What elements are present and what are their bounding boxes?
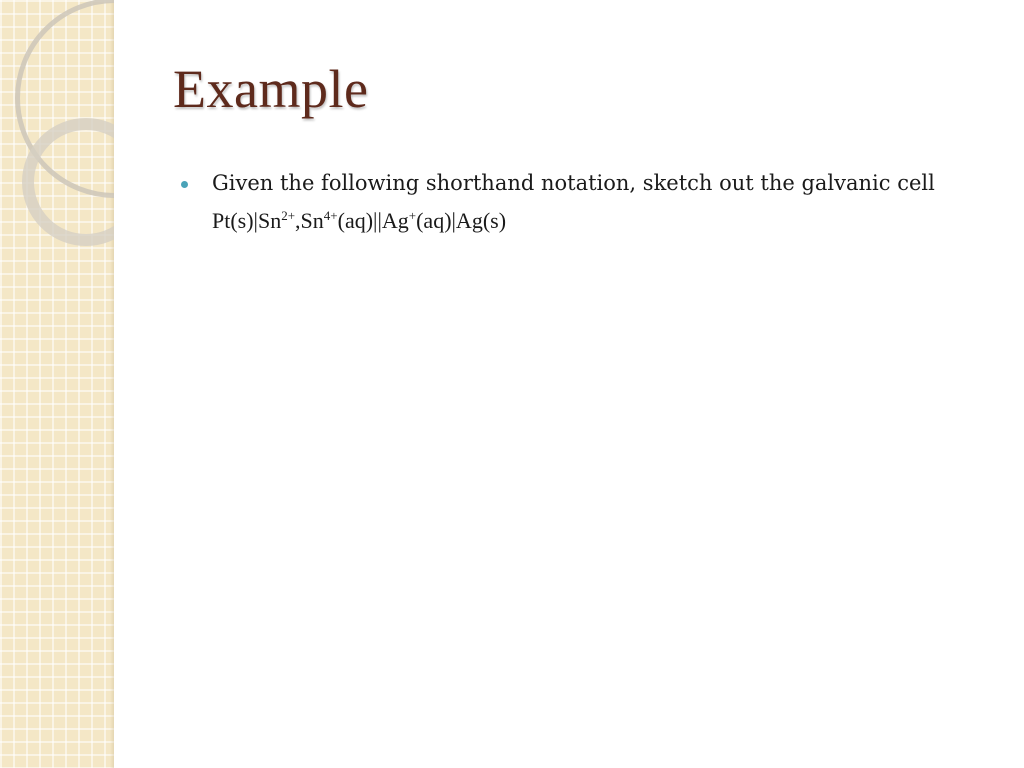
bullet-item — [180, 168, 940, 198]
formula-superscript-1: 2+ — [281, 208, 296, 223]
formula-part-4: (aq)|Ag(s) — [416, 208, 507, 233]
decorative-rings — [0, 0, 114, 768]
slide-body — [180, 168, 940, 236]
formula-superscript-2: 4+ — [323, 208, 338, 223]
bullet-text: Given the following shorthand notation, sketch out the galvanic cell — [212, 171, 935, 195]
formula-part-3: (aq)||Ag — [337, 208, 409, 233]
slide-title: Example — [173, 59, 369, 119]
formula-part-1: Pt(s)|Sn — [212, 208, 282, 233]
cell-notation-formula — [212, 206, 940, 236]
formula-superscript-3: + — [408, 208, 417, 223]
bullet-dot-icon — [181, 181, 188, 188]
formula-part-2: ,Sn — [295, 208, 324, 233]
